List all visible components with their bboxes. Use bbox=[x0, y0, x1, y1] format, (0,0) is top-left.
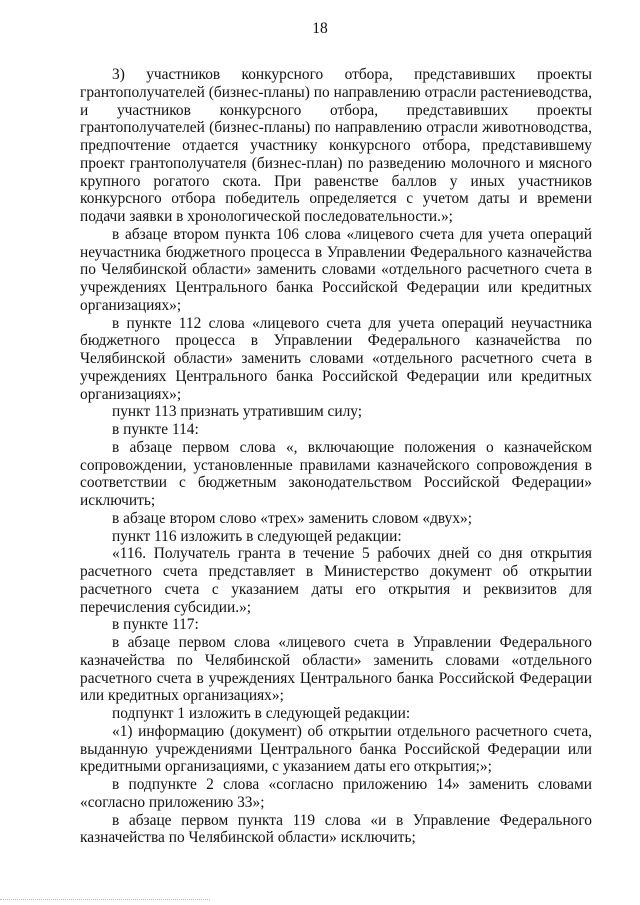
paragraph: в пункте 114: bbox=[112, 421, 199, 438]
paragraph: в абзаце первом слова «лицевого счета в Управлении Федерального казначейства по Челябинской области» заменить словами «отдельного расчетного счета в учреждениях Центрального банка Российской Федерации или кредитных организациях»; bbox=[80, 634, 592, 705]
paragraph: в пункте 112 слова «лицевого счета для учета операций неучастника бюджетного процесса в Управлении Федерального казначейства по Челябинской области» заменить словами «отдельного расчетного счета в учреждениях Центрального банка Российской Федерации или кредитных организациях»; bbox=[80, 314, 592, 403]
footer-dotted-rule bbox=[0, 899, 210, 900]
paragraph: «116. Получатель гранта в течение 5 рабочих дней со дня открытия расчетного счета представляет в Министерство документ об открытии расчетного счета с указанием даты его открытия и реквизитов для перечисления субсидии.»; bbox=[80, 545, 592, 616]
paragraph: в абзаце втором слово «трех» заменить словом «двух»; bbox=[112, 509, 473, 527]
paragraph: подпункт 1 изложить в следующей редакции: bbox=[112, 705, 411, 722]
document-body bbox=[80, 66, 592, 847]
page-number: 18 bbox=[312, 20, 328, 37]
paragraph: в абзаце первом слова «, включающие положения о казначейском сопровождении, установленные правилами казначейского сопровождения в соответствии с бюджетным законодательством Российской Федерации» исключить; bbox=[80, 438, 592, 509]
paragraph: в пункте 117: bbox=[112, 616, 199, 634]
paragraph: в абзаце первом пункта 119 слова «и в Управление Федерального казначейства по Челябинской области» исключить; bbox=[80, 811, 592, 847]
paragraph: в абзаце втором пункта 106 слова «лицевого счета для учета операций неучастника бюджетного процесса в Управлении Федерального казначейства по Челябинской области» заменить словами «отдельного расчетного счета в учреждениях Центрального банка Российской Федерации или кредитных организациях»; bbox=[80, 225, 592, 314]
paragraph: «1) информацию (документ) об открытии отдельного расчетного счета, выданную учреждениями Центрального банка Российской Федерации или кредитными организациями, с указанием даты его открытия;»; bbox=[80, 722, 592, 776]
paragraph: в подпункте 2 слова «согласно приложению 14» заменить словами «согласно приложению 33»; bbox=[80, 776, 592, 811]
paragraph: 3) участников конкурсного отбора, представивших проекты грантополучателей (бизнес-планы) по направлению отрасли растениеводства, и участников конкурсного отбора, представивших проекты грантополучателей (бизнес-планы) по направлению отрасли животноводства, предпочтение отдается участнику конкурсного отбора, представившему проект грантополучателя (бизнес-план) по разведению молочного и мясного крупного рогатого скота. При равенстве баллов у иных участников конкурсного отбора победитель определяется с учетом даты и времени подачи заявки в хронологической последовательности.»; bbox=[80, 66, 592, 225]
paragraph: пункт 113 признать утратившим силу; bbox=[112, 403, 363, 421]
paragraph: пункт 116 изложить в следующей редакции: bbox=[112, 527, 402, 545]
